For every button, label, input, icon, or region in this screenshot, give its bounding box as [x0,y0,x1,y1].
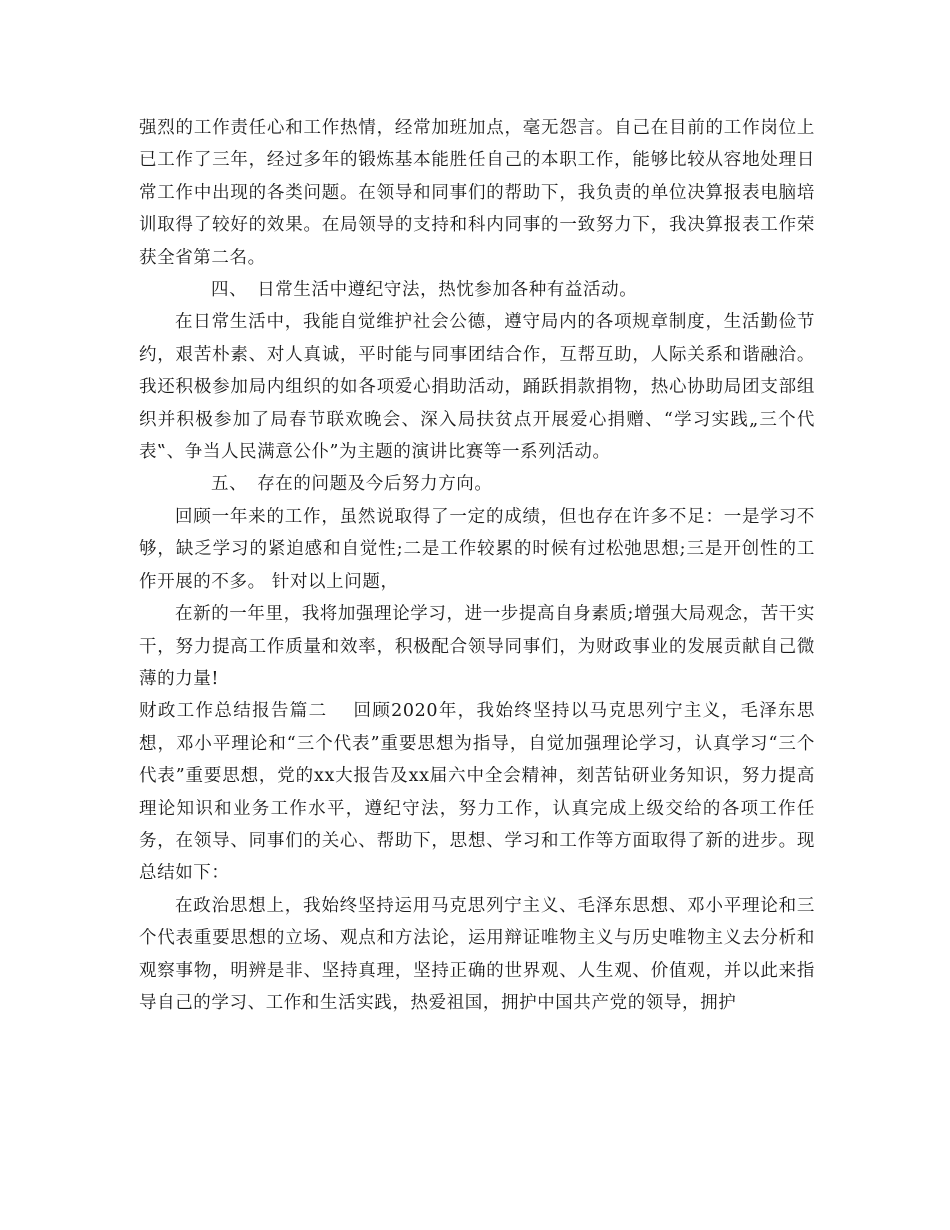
paragraph-review-problems: 回顾一年来的工作，虽然说取得了一定的成绩，但也存在许多不足：一是学习不够，缺乏学习的紧迫感和自觉性;二是工作较累的时候有过松弛思想;三是开创性的工作开展的不多。 针对以上问题， [139,506,815,592]
paragraph-daily-life: 在日常生活中，我能自觉维护社会公德，遵守局内的各项规章制度，生活勤俭节约，艰苦朴素、对人真诚，平时能与同事团结合作，互帮互助，人际关系和谐融洽。我还积极参加局内组织的如各项爱心捐助活动，踊跃捐款捐物，热心协助局团支部组织并积极参加了局春节联欢晚会、深入局扶贫点开展爱心捐赠、“学习实践„三个代表‟、争当人民满意公仆”为主题的演讲比赛等一系列活动。 [139,312,815,463]
document-page [139,112,815,1019]
section-heading-five [139,468,815,500]
paragraph-new-year-plan: 在新的一年里，我将加强理论学习，进一步提高自身素质;增强大局观念，苦干实干，努力提高工作质量和效率，积极配合领导同事们，为财政事业的发展贡献自己微薄的力量! [139,604,815,689]
section-title: 存在的问题及今后努力方向。 [257,474,493,495]
report-part-two [139,695,815,889]
section-heading-four [139,274,815,306]
section-number: 五、 [211,474,248,495]
report-title: 财政工作总结报告篇二 [139,701,328,722]
paragraph-political-thought: 在政治思想上，我始终坚持运用马克思列宁主义、毛泽东思想、邓小平理论和三个代表重要思想的立场、观点和方法论，运用辩证唯物主义与历史唯物主义去分析和观察事物，明辨是非、坚持真理，坚持正确的世界观、人生观、价值观，并以此来指导自己的学习、工作和生活实践，热爱祖国，拥护中国共产党的领导，拥护 [139,895,815,1013]
section-number: 四、 [211,280,248,301]
paragraph-work-responsibility: 强烈的工作责任心和工作热情，经常加班加点，毫无怨言。自己在目前的工作岗位上已工作了三年，经过多年的锻炼基本能胜任自己的本职工作，能够比较从容地处理日常工作中出现的各类问题。在领导和同事们的帮助下，我负责的单位决算报表电脑培训取得了较好的效果。在局领导的支持和科内同事的一致努力下，我决算报表工作荣获全省第二名。 [139,118,815,268]
section-title: 日常生活中遵纪守法，热忱参加各种有益活动。 [257,280,638,301]
paragraph-review-2020: 回顾2020年，我始终坚持以马克思列宁主义，毛泽东思想，邓小平理论和“三个代表”重要思想为指导，自觉加强理论学习，认真学习“三个代表”重要思想，党的xx大报告及xx届六中全会精神，刻苦钻研业务知识，努力提高理论知识和业务工作水平，遵纪守法，努力工作，认真完成上级交给的各项工作任务，在领导、同事们的关心、帮助下，思想、学习和工作等方面取得了新的进步。现总结如下： [139,701,816,884]
